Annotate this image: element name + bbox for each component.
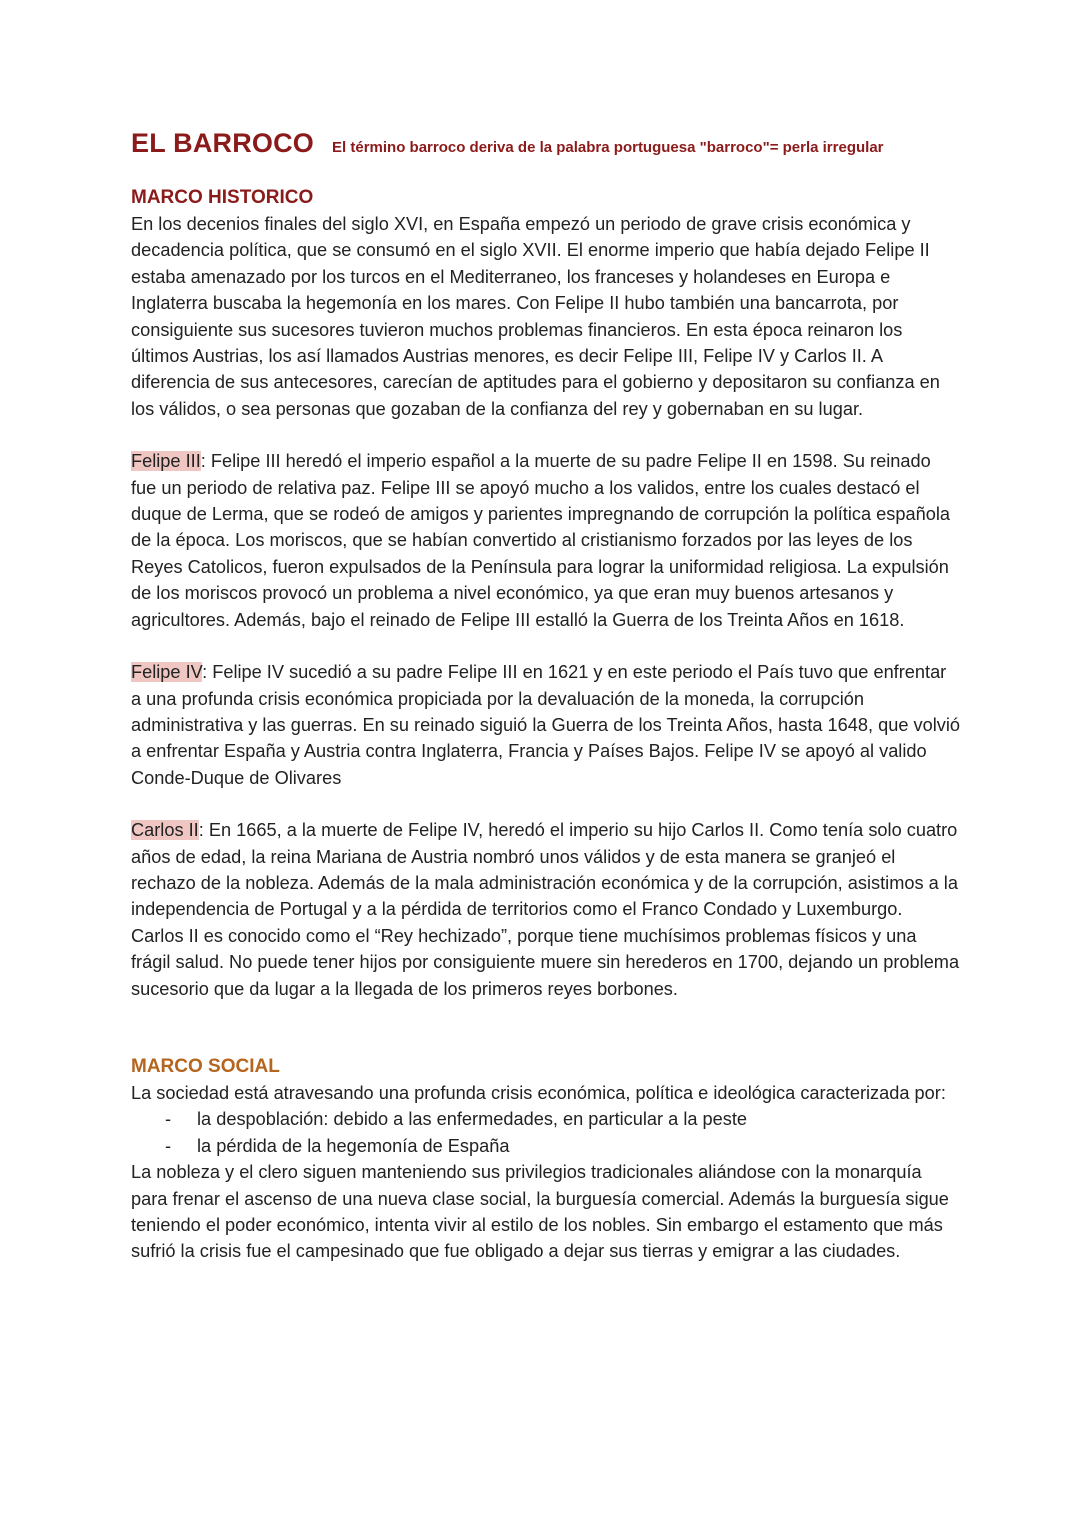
king-text-carlos-ii: : En 1665, a la muerte de Felipe IV, heredó el imperio su hijo Carlos II. Como tenía solo cuatro años de edad, la reina Mariana de Austria nombró unos válidos y de esta manera se granjeó el rechazo de la nobleza. Además de la mala administración económica y de la corrupción, asistimos a la independencia de Portugal y a la pérdida de territorios como el Franco Condado y Luxemburgo. Carlos II es conocido como el “Rey hechizado”, porque tiene muchísimos problemas físicos y una frágil salud. No puede tener hijos por consiguiente muere sin herederos en 1700, dejando un problema sucesorio que da lugar a la llegada de los primeros reyes borbones. (131, 820, 960, 999)
historico-intro: En los decenios finales del siglo XVI, en España empezó un periodo de grave crisis económica y decadencia política, que se consumó en el siglo XVII. El enorme imperio que había dejado Felipe II estaba amenazado por los turcos en el Mediterraneo, los franceses y holandeses en Europa e Inglaterra buscaba la hegemonía en los mares. Con Felipe II hubo también una bancarrota, por consiguiente sus sucesores tuvieron muchos problemas financieros. En esta época reinaron los últimos Austrias, los así llamados Austrias menores, es decir Felipe III, Felipe IV y Carlos II. A diferencia de sus antecesores, carecían de aptitudes para el gobierno y depositaron su confianza en los válidos, o sea personas que gozaban de la confianza del rey y gobernaban en su lugar. (131, 214, 940, 419)
bullet-text: la despoblación: debido a las enfermedades, en particular a la peste (197, 1109, 748, 1130)
social-intro: La sociedad está atravesando una profunda crisis económica, política e ideológica caracterizada por: (131, 1082, 946, 1103)
king-name-felipe-iii: Felipe III (131, 451, 201, 472)
heading-marco-social: MARCO SOCIAL (131, 1055, 280, 1077)
king-name-felipe-iv: Felipe IV (131, 662, 203, 683)
king-paragraph-felipe-iii (131, 448, 960, 633)
bullet-dash: - (165, 1109, 172, 1130)
social-bullet-list (131, 1106, 960, 1159)
section-marco-social (131, 1054, 960, 1265)
section-marco-historico (131, 185, 960, 1002)
heading-marco-historico: MARCO HISTORICO (131, 187, 314, 208)
bullet-dash: - (165, 1135, 172, 1156)
list-item (165, 1106, 960, 1132)
king-paragraph-carlos-ii (131, 817, 960, 1002)
king-name-carlos-ii: Carlos II (131, 820, 199, 841)
social-closing: La nobleza y el clero siguen manteniendo sus privilegios tradicionales aliándose con la monarquía para frenar el ascenso de una nueva clase social, la burguesía comercial. Además la burguesía sigue teniendo el poder económico, intenta vivir al estilo de los nobles. Sin embargo el estamento que más sufrió la crisis fue el campesinado que fue obligado a dejar sus tierras y emigrar a las ciudades. (131, 1162, 949, 1262)
bullet-text: la pérdida de la hegemonía de España (197, 1135, 510, 1156)
document-subtitle: El término barroco deriva de la palabra portuguesa "barroco"= perla irregular (332, 139, 884, 156)
document-title: EL BARROCO (131, 128, 315, 158)
king-paragraph-felipe-iv (131, 659, 960, 791)
title-row (131, 128, 960, 159)
king-text-felipe-iv: : Felipe IV sucedió a su padre Felipe III en 1621 y en este periodo el País tuvo que enfrentar a una profunda crisis económica propiciada por la devaluación de la moneda, la corrupción administrativa y las guerras. En su reinado siguió la Guerra de los Treinta Años, hasta 1648, que volvió a enfrentar España y Austria contra Inglaterra, Francia y Países Bajos. Felipe IV se apoyó al valido Conde-Duque de Olivares (131, 662, 961, 788)
king-text-felipe-iii: : Felipe III heredó el imperio español a la muerte de su padre Felipe II en 1598. Su reinado fue un periodo de relativa paz. Felipe III se apoyó mucho a los validos, entre los cuales destacó el duque de Lerma, que se rodeó de amigos y parientes impregnando de corrupción la política española de la época. Los moriscos, que se habían convertido al cristianismo forzados por las leyes de los Reyes Catolicos, fueron expulsados de la Península para lograr la uniformidad religiosa. La expulsión de los moriscos provocó un problema a nivel económico, ya que eran muy buenos artesanos y agricultores. Además, bajo el reinado de Felipe III estalló la Guerra de los Treinta Años en 1618. (131, 451, 950, 630)
list-item (165, 1133, 960, 1159)
